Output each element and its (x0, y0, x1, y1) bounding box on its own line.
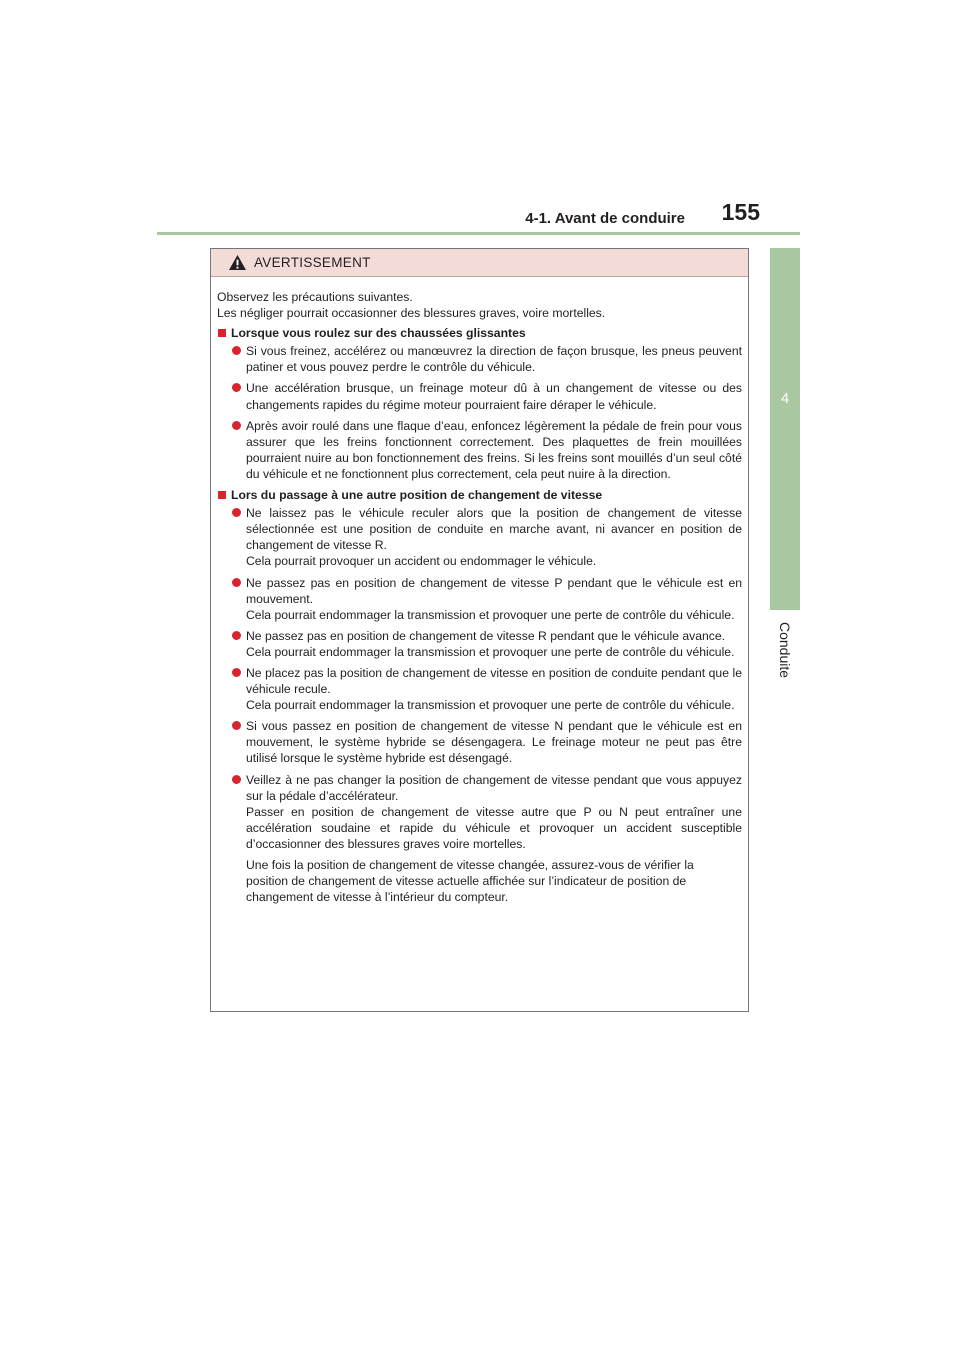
bullet-text: Ne laissez pas le véhicule reculer alors que la position de changement de vitesse sélectionnée est une position de conduite en marche avant, ni avancer en position de changement de vitesse R. (246, 506, 742, 553)
square-bullet-icon (218, 329, 226, 337)
chapter-label-text: Conduite (777, 621, 793, 679)
bullet-dot-icon (232, 346, 241, 355)
continuation-line: changement de vitesse à l’intérieur du compteur. (246, 890, 509, 905)
bullet-text: Ne passez pas en position de changement de vitesse P pendant que le véhicule est en mouvement. (246, 575, 742, 606)
warning-title: AVERTISSEMENT (254, 255, 371, 270)
bullet-consequence: Cela pourrait endommager la transmission et provoquer une perte de contrôle du véhicule. (246, 644, 735, 659)
bullet-dot-icon (232, 578, 241, 587)
section-heading-text: Lorsque vous roulez sur des chaussées glissantes (231, 326, 526, 341)
section-title: 4-1. Avant de conduire (525, 210, 685, 227)
warning-box (210, 248, 749, 1012)
bullet-consequence: Passer en position de changement de vitesse autre que P ou N peut entraîner une accélération soudaine et rapide du véhicule et provoquer un accident susceptible d’occasionner des blessures graves voire mortelles. (246, 804, 742, 851)
bullet-consequence: Cela pourrait provoquer un accident ou endommager le véhicule. (246, 554, 597, 569)
list-item (217, 418, 742, 482)
bullet-dot-icon (232, 383, 241, 392)
square-bullet-icon (218, 491, 226, 499)
bullet-dot-icon (232, 508, 241, 517)
bullet-dot-icon (232, 721, 241, 730)
list-item (217, 718, 742, 766)
intro-line: Observez les précautions suivantes. (217, 290, 413, 304)
continuation-line: position de changement de vitesse actuelle affichée sur l’indicateur de position de (246, 874, 687, 889)
continuation-line: Une fois la position de changement de vitesse changée, assurez-vous de vérifier la (246, 858, 694, 872)
bullet-text: Si vous passez en position de changement de vitesse N pendant que le véhicule est en mouvement, le système hybride se désengagera. Le freinage moteur ne peut pas être utilisé lorsque le système hybride est désengagé. (246, 719, 742, 766)
bullet-dot-icon (232, 421, 241, 430)
bullet-consequence: Cela pourrait endommager la transmission et provoquer une perte de contrôle du véhicule. (246, 698, 735, 713)
list-item (217, 575, 742, 623)
list-item (217, 665, 742, 713)
list-item (217, 628, 742, 660)
warning-intro (217, 289, 742, 321)
list-item (217, 343, 742, 375)
bullet-text: Veillez à ne pas changer la position de changement de vitesse pendant que vous appuyez sur la pédale d’accélérateur. (246, 772, 742, 803)
list-item (217, 772, 742, 852)
bullet-text: Après avoir roulé dans une flaque d’eau, enfoncez légèrement la pédale de frein pour vous assurer que les freins fonctionnent correctement. Des plaquettes de frein mouillées pourraient nuire au bon fonctionnement des freins. Si les freins sont mouillés d’un seul côté du véhicule et ne fonctionnent plus correctement, cela peut nuire à la direction. (246, 418, 742, 481)
bullet-dot-icon (232, 668, 241, 677)
chapter-label (767, 620, 803, 680)
warning-header (211, 249, 748, 277)
bullet-dot-icon (232, 775, 241, 784)
section-heading-text: Lors du passage à une autre position de changement de vitesse (231, 488, 603, 503)
list-item (217, 380, 742, 412)
bullet-consequence: Cela pourrait endommager la transmission et provoquer une perte de contrôle du véhicule. (246, 607, 735, 622)
section-shift-position (217, 487, 742, 905)
bullet-dot-icon (232, 631, 241, 640)
chapter-tab[interactable] (770, 248, 800, 610)
chapter-tab-number: 4 (780, 390, 790, 407)
warning-body (211, 277, 748, 905)
header-rule (157, 232, 800, 235)
warning-triangle-icon (228, 254, 247, 271)
continuation-paragraph (246, 857, 742, 905)
intro-line: Les négliger pourrait occasionner des blessures graves, voire mortelles. (217, 306, 606, 321)
bullet-text: Ne passez pas en position de changement de vitesse R pendant que le véhicule avance. (246, 628, 726, 643)
bullet-text: Si vous freinez, accélérez ou manœuvrez la direction de façon brusque, les pneus peuvent patiner et vous pouvez perdre le contrôle du véhicule. (246, 344, 742, 375)
page-header (0, 0, 960, 240)
section-heading (217, 487, 742, 503)
page-number: 155 (721, 199, 760, 225)
section-heading (217, 325, 742, 341)
list-item (217, 505, 742, 569)
bullet-text: Ne placez pas la position de changement de vitesse en position de conduite pendant que le véhicule recule. (246, 665, 742, 697)
bullet-text: Une accélération brusque, un freinage moteur dû à un changement de vitesse ou des changements rapides du régime moteur pourraient faire déraper le véhicule. (246, 381, 742, 412)
section-slippery-roads (217, 325, 742, 482)
